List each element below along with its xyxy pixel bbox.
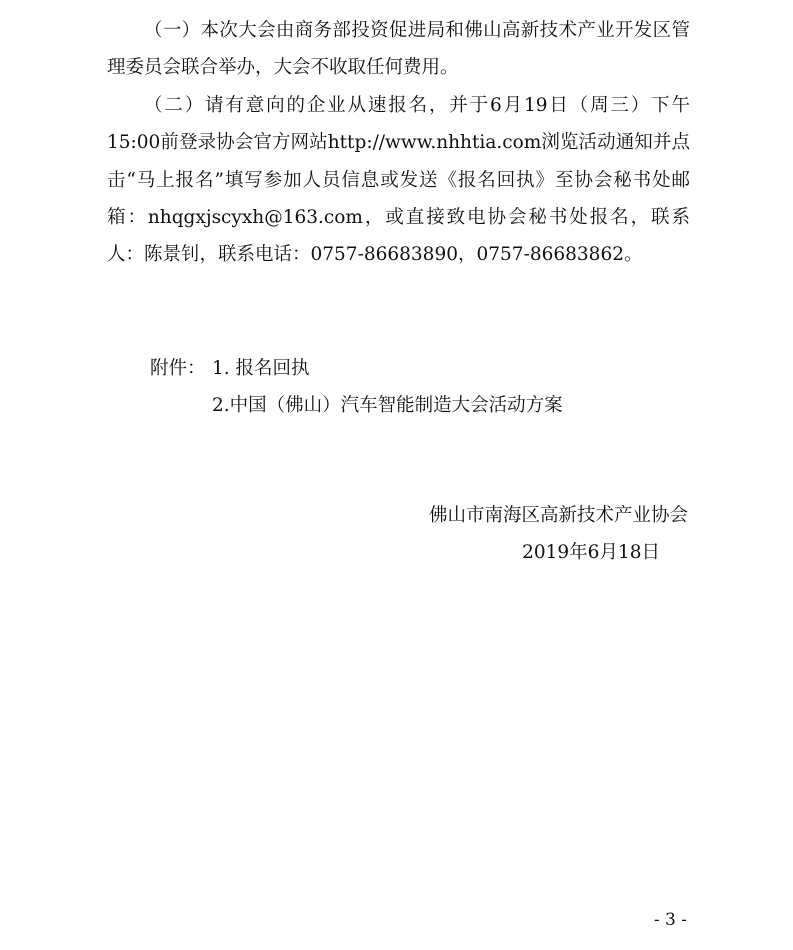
attachment-row-2	[150, 387, 690, 424]
page-number: - 3 -	[653, 910, 687, 930]
signature-block	[429, 497, 688, 572]
attachment-item-1: 1. 报名回执	[212, 358, 310, 379]
attachment-item-2: 2.中国（佛山）汽车智能制造大会活动方案	[212, 395, 563, 417]
paragraph-1: （一）本次大会由商务部投资促进局和佛山高新技术产业开发区管理委员会联合举办，大会不收取任何费用。	[107, 20, 690, 79]
paragraph-2: （二）请有意向的企业从速报名，并于6月19日（周三）下午15:00前登录协会官方网站http://www.nhhtia.com浏览活动通知并点击“马上报名”填写参加人员信息或发送《报名回执》至协会秘书处邮箱：nhqgxjscyxh@163.com，或直接致电协会秘书处报名，联系人：陈景钊，联系电话：0757-86683890，0757-86683862。	[107, 94, 690, 266]
document-body	[107, 12, 690, 274]
signature-date: 2019年6月18日	[522, 542, 660, 564]
attachments-label: 附件：	[150, 358, 206, 379]
signature-organization: 佛山市南海区高新技术产业协会	[428, 505, 688, 526]
attachment-row-1	[150, 350, 690, 387]
attachments-section	[150, 350, 690, 425]
